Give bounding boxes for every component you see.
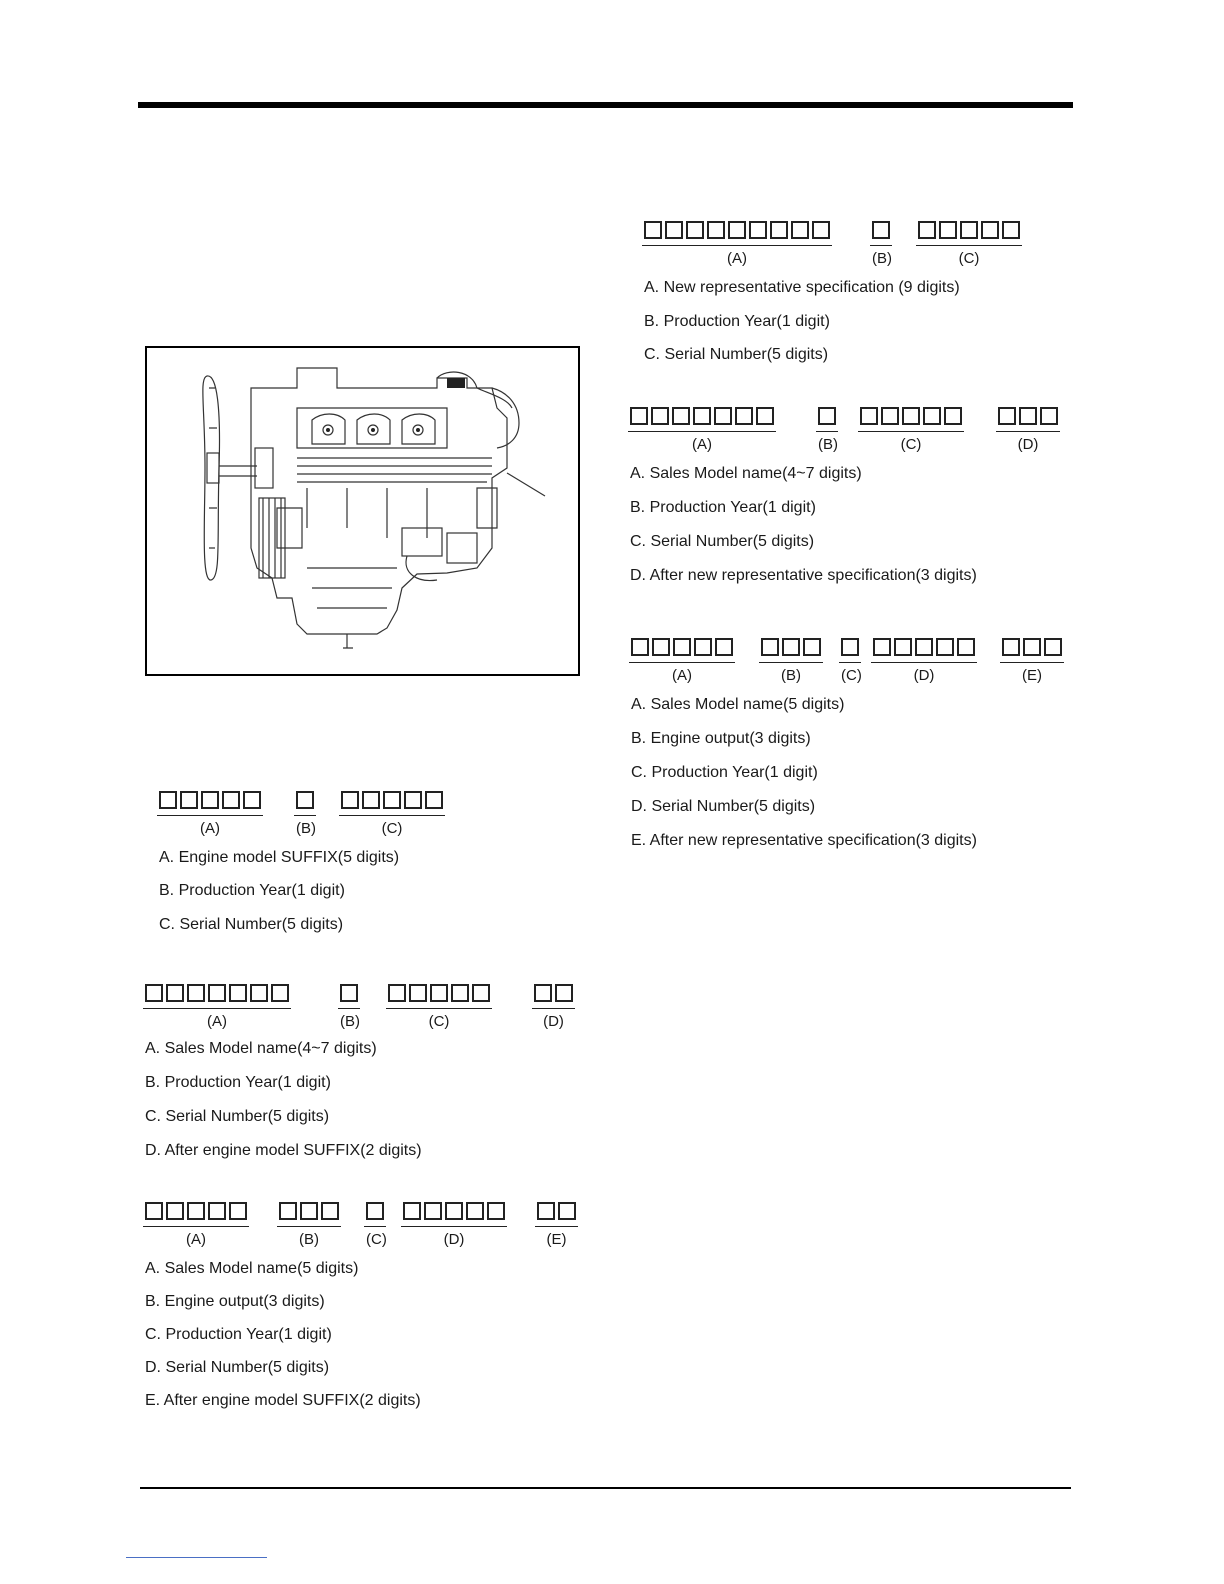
code-group-e	[537, 1202, 576, 1248]
engine-illustration	[147, 348, 578, 674]
code-label: (A)	[692, 436, 712, 453]
format3-item-e: E. After engine model SUFFIX(2 digits)	[145, 1392, 421, 1409]
code-label: (C)	[366, 1231, 387, 1248]
code-group-b	[761, 638, 821, 684]
code-group-c	[918, 221, 1020, 267]
format4-item-b: B. Production Year(1 digit)	[644, 313, 830, 330]
code-group-a	[631, 638, 733, 684]
footer-rule	[140, 1487, 1071, 1489]
format6-item-b: B. Engine output(3 digits)	[631, 730, 811, 747]
code-group-c	[860, 407, 962, 453]
code-label: (C)	[958, 250, 980, 267]
code-label: (B)	[340, 1013, 360, 1030]
code-label: (D)	[543, 1013, 564, 1030]
format5-item-c: C. Serial Number(5 digits)	[630, 533, 815, 550]
engine-figure	[145, 346, 580, 676]
code-group-d	[534, 984, 573, 1030]
code-label: (B)	[781, 667, 801, 684]
format6-item-a: A. Sales Model name(5 digits)	[631, 696, 845, 713]
format6-item-d: D. Serial Number(5 digits)	[631, 798, 816, 815]
format3-item-d: D. Serial Number(5 digits)	[145, 1359, 330, 1376]
code-group-e	[1002, 638, 1062, 684]
format1-item-c: C. Serial Number(5 digits)	[159, 916, 344, 933]
format3-item-b: B. Engine output(3 digits)	[145, 1293, 325, 1310]
code-label: (D)	[1017, 436, 1039, 453]
format1-item-a: A. Engine model SUFFIX(5 digits)	[159, 849, 400, 866]
code-label: (D)	[443, 1231, 465, 1248]
format2-item-a: A. Sales Model name(4~7 digits)	[145, 1040, 377, 1057]
code-group-d	[873, 638, 975, 684]
code-group-b	[818, 407, 838, 453]
code-group-c	[341, 791, 443, 837]
code-group-c	[388, 984, 490, 1030]
code-group-c	[841, 638, 862, 684]
format1-item-b: B. Production Year(1 digit)	[159, 882, 345, 899]
code-label: (A)	[672, 667, 692, 684]
format4-item-c: C. Serial Number(5 digits)	[644, 346, 829, 363]
code-label: (B)	[872, 250, 892, 267]
code-label: (A)	[207, 1013, 227, 1030]
format5-item-b: B. Production Year(1 digit)	[630, 499, 816, 516]
code-group-d	[998, 407, 1058, 453]
format5-item-d: D. After new representative specification(3 digits)	[630, 567, 977, 584]
code-group-a	[145, 984, 289, 1030]
code-label: (E)	[546, 1231, 567, 1248]
format6-item-c: C. Production Year(1 digit)	[631, 764, 818, 781]
code-group-c	[366, 1202, 387, 1248]
serial-format-5	[630, 407, 1070, 467]
serial-format-3	[145, 1202, 585, 1262]
format3-item-a: A. Sales Model name(5 digits)	[145, 1260, 359, 1277]
code-group-a	[630, 407, 774, 453]
code-group-b	[340, 984, 360, 1030]
code-label: (C)	[841, 667, 862, 684]
serial-format-1	[159, 791, 459, 851]
code-label: (C)	[381, 820, 403, 837]
code-group-a	[159, 791, 261, 837]
code-label: (D)	[913, 667, 935, 684]
code-label: (A)	[186, 1231, 206, 1248]
code-label: (C)	[900, 436, 922, 453]
code-label: (A)	[727, 250, 747, 267]
serial-format-6	[631, 638, 1071, 698]
format4-item-a: A. New representative specification (9 digits)	[644, 279, 960, 296]
code-label: (E)	[1022, 667, 1042, 684]
serial-format-2	[145, 984, 585, 1044]
code-label: (C)	[428, 1013, 450, 1030]
serial-format-4	[644, 221, 1044, 281]
format6-item-e: E. After new representative specification(3 digits)	[631, 832, 977, 849]
code-group-b	[872, 221, 892, 267]
code-group-a	[145, 1202, 247, 1248]
code-label: (A)	[200, 820, 220, 837]
code-group-b	[296, 791, 316, 837]
code-label: (B)	[299, 1231, 319, 1248]
footer-link-underline[interactable]	[126, 1557, 267, 1558]
header-rule	[138, 102, 1073, 108]
format2-item-c: C. Serial Number(5 digits)	[145, 1108, 330, 1125]
format2-item-b: B. Production Year(1 digit)	[145, 1074, 331, 1091]
format3-item-c: C. Production Year(1 digit)	[145, 1326, 332, 1343]
code-label: (B)	[818, 436, 838, 453]
code-group-b	[279, 1202, 339, 1248]
code-group-d	[403, 1202, 505, 1248]
code-label: (B)	[296, 820, 316, 837]
code-group-a	[644, 221, 830, 267]
format5-item-a: A. Sales Model name(4~7 digits)	[630, 465, 862, 482]
format2-item-d: D. After engine model SUFFIX(2 digits)	[145, 1142, 422, 1159]
